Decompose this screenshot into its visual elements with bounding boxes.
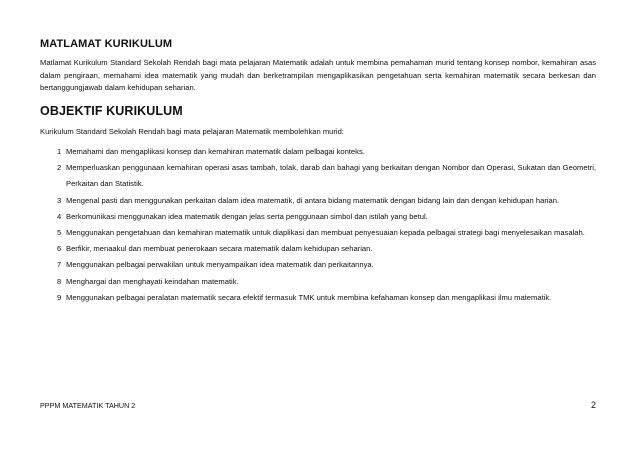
list-item [40,193,596,209]
item-text: Memperluaskan penggunaan kemahiran operasi asas tambah, tolak, darab dan bahagi yang berkaitan dengan Nombor dan Operasi, Sukatan dan Geometri, Perkaitan dan Statistik. [66,163,596,189]
item-number: 9 [57,292,62,302]
item-text: Mengenal pasti dan menggunakan perkaitan dalam idea matematik, di antara bidang matematik dengan bidang lain dan dengan kehidupan harian. [66,195,560,205]
item-text: Berkomunikasi menggunakan idea matematik dengan jelas serta penggunaan simbol dan istilah yang betul. [66,211,428,221]
item-number: 8 [57,276,62,286]
list-item [40,241,596,257]
list-item [40,209,596,225]
list-item [40,257,596,273]
objective-list [40,144,596,306]
item-text: Menggunakan pengetahuan dan kemahiran matematik untuk diaplikasi dan membuat penyesuaian kepada pelbagai strategi bagi menyelesaikan masalah. [66,228,585,238]
page-content [40,38,596,306]
footer-label: PPPM MATEMATIK TAHUN 2 [40,401,136,410]
item-number: 1 [57,147,62,156]
matlamat-heading: MATLAMAT KURIKULUM [40,38,173,50]
matlamat-paragraph: Matlamat Kurikulum Standard Sekolah Rendah bagi mata pelajaran Matematik adalah untuk membina pemahaman murid tentang konsep nombor, kemahiran asas dalam pengiraan, memahami idea matematik yang mudah dan berketrampilan mengaplikasikan pengetahuan serta kemahiran matematik secara berkesan dan bertanggungjawab dalam kehidupan seharian. [40,58,596,92]
item-number: 4 [57,211,62,221]
list-item [40,290,596,306]
item-number: 6 [57,244,62,254]
item-text: Menggunakan pelbagai perwakilan untuk menyampaikan idea matematik dan perkaitannya. [66,260,374,270]
page-footer [40,401,596,410]
objektif-heading: OBJEKTIF KURIKULUM [40,103,183,118]
list-item [40,225,596,241]
item-text: Menggunakan pelbagai peralatan matematik secara efektif termasuk TMK untuk membina kefahaman konsep dan mengaplikasi ilmu matematik. [66,292,552,302]
item-number: 2 [57,163,62,173]
item-number: 5 [57,228,62,238]
item-text: Memahami dan mengaplikasi konsep dan kemahiran matematik dalam pelbagai konteks. [66,147,365,156]
list-item [40,160,596,192]
item-text: Berfikir, menaakul dan membuat penerokaan secara matematik dalam kehidupan seharian. [66,244,373,254]
item-number: 7 [57,260,62,270]
objektif-intro: Kurikulum Standard Sekolah Rendah bagi mata pelajaran Matematik membolehkan murid: [40,126,344,136]
list-item [40,274,596,290]
list-item [40,144,596,160]
item-number: 3 [57,195,62,205]
page-number: 2 [590,400,596,410]
item-text: Menghargai dan menghayati keindahan matematik. [66,276,239,286]
